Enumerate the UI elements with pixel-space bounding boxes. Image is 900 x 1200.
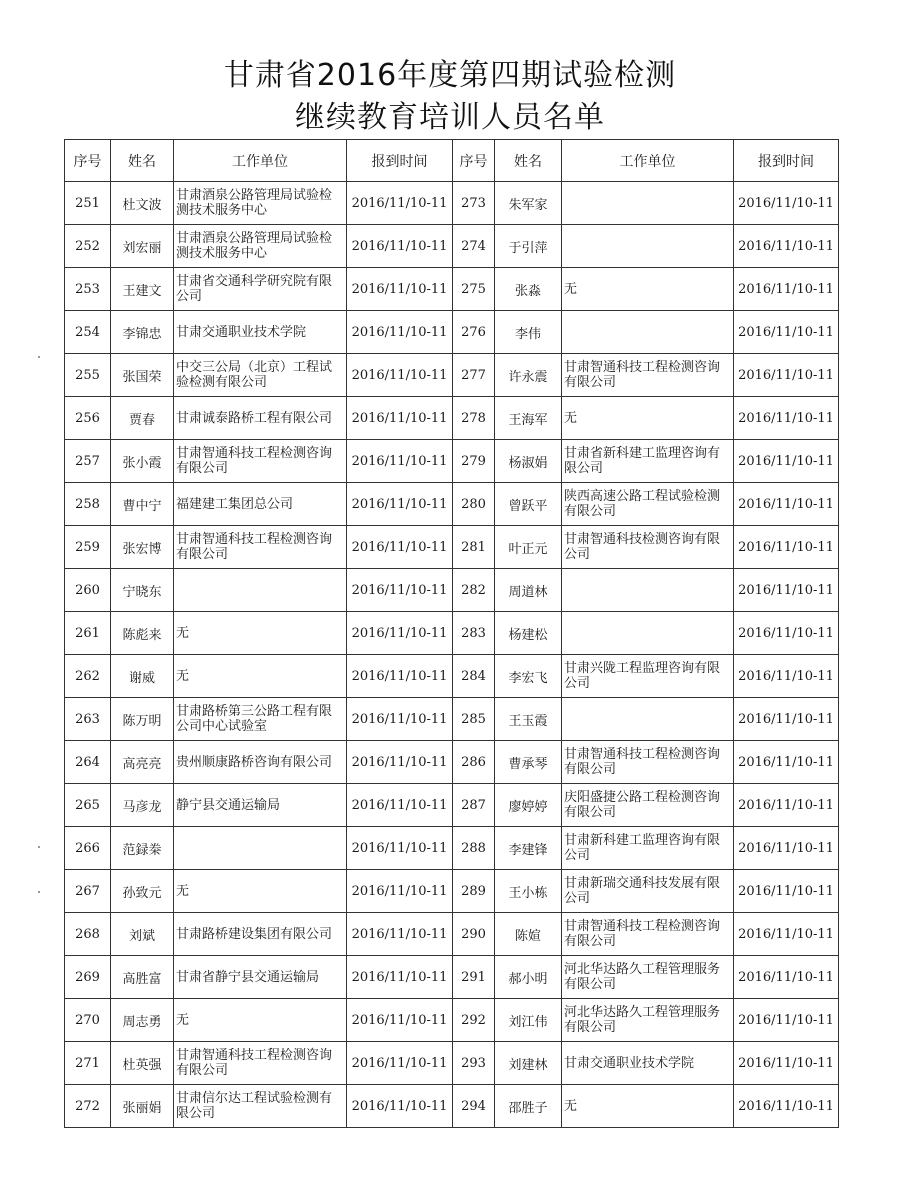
cell-seq: 254 — [65, 311, 111, 354]
cell-date: 2016/11/10-11 — [734, 999, 839, 1042]
cell-unit: 无 — [562, 1085, 734, 1128]
header-seq-left: 序号 — [65, 140, 111, 182]
cell-unit: 甘肃省静宁县交通运输局 — [174, 956, 347, 999]
cell-seq: 286 — [453, 741, 495, 784]
cell-seq: 288 — [453, 827, 495, 870]
cell-unit: 无 — [562, 397, 734, 440]
document-title-line-1: 甘肃省2016年度第四期试验检测 — [223, 58, 677, 93]
cell-name: 周志勇 — [111, 999, 174, 1042]
table-row — [65, 225, 839, 268]
cell-name: 王海军 — [495, 397, 562, 440]
cell-name: 李宏飞 — [495, 655, 562, 698]
cell-seq: 281 — [453, 526, 495, 569]
cell-date: 2016/11/10-11 — [347, 1085, 453, 1128]
cell-name: 李建锋 — [495, 827, 562, 870]
cell-name: 李锦忠 — [111, 311, 174, 354]
cell-seq: 287 — [453, 784, 495, 827]
cell-unit — [562, 698, 734, 741]
table-row — [65, 182, 839, 225]
cell-unit — [174, 569, 347, 612]
cell-name: 杨建松 — [495, 612, 562, 655]
header-unit-right: 工作单位 — [562, 140, 734, 182]
cell-seq: 270 — [65, 999, 111, 1042]
cell-name: 王玉霞 — [495, 698, 562, 741]
cell-date: 2016/11/10-11 — [734, 784, 839, 827]
cell-date: 2016/11/10-11 — [734, 655, 839, 698]
cell-seq: 267 — [65, 870, 111, 913]
cell-unit: 甘肃信尔达工程试验检测有限公司 — [174, 1085, 347, 1128]
cell-unit — [562, 225, 734, 268]
cell-date: 2016/11/10-11 — [734, 913, 839, 956]
cell-seq: 261 — [65, 612, 111, 655]
cell-date: 2016/11/10-11 — [347, 612, 453, 655]
cell-unit: 河北华达路久工程管理服务有限公司 — [562, 999, 734, 1042]
cell-seq: 282 — [453, 569, 495, 612]
cell-unit: 无 — [174, 999, 347, 1042]
cell-date: 2016/11/10-11 — [734, 1085, 839, 1128]
cell-seq: 283 — [453, 612, 495, 655]
table-row — [65, 870, 839, 913]
cell-date: 2016/11/10-11 — [734, 354, 839, 397]
cell-name: 陈万明 — [111, 698, 174, 741]
cell-unit: 甘肃智通科技工程检测咨询有限公司 — [174, 440, 347, 483]
cell-seq: 268 — [65, 913, 111, 956]
cell-unit: 甘肃路桥第三公路工程有限公司中心试验室 — [174, 698, 347, 741]
table-row — [65, 999, 839, 1042]
cell-seq: 289 — [453, 870, 495, 913]
cell-date: 2016/11/10-11 — [734, 311, 839, 354]
cell-seq: 252 — [65, 225, 111, 268]
table-row — [65, 827, 839, 870]
cell-name: 张丽娟 — [111, 1085, 174, 1128]
cell-date: 2016/11/10-11 — [734, 483, 839, 526]
cell-seq: 272 — [65, 1085, 111, 1128]
cell-date: 2016/11/10-11 — [734, 397, 839, 440]
cell-date: 2016/11/10-11 — [347, 182, 453, 225]
cell-unit: 庆阳盛捷公路工程检测咨询有限公司 — [562, 784, 734, 827]
table-row — [65, 483, 839, 526]
cell-seq: 255 — [65, 354, 111, 397]
cell-seq: 290 — [453, 913, 495, 956]
table-row — [65, 1085, 839, 1128]
cell-name: 刘建林 — [495, 1042, 562, 1085]
cell-unit: 贵州顺康路桥咨询有限公司 — [174, 741, 347, 784]
cell-date: 2016/11/10-11 — [734, 956, 839, 999]
cell-seq: 251 — [65, 182, 111, 225]
cell-unit: 中交三公局（北京）工程试验检测有限公司 — [174, 354, 347, 397]
cell-unit: 无 — [562, 268, 734, 311]
cell-date: 2016/11/10-11 — [734, 569, 839, 612]
header-unit-left: 工作单位 — [174, 140, 347, 182]
cell-seq: 277 — [453, 354, 495, 397]
cell-unit: 甘肃省交通科学研究院有限公司 — [174, 268, 347, 311]
cell-seq: 263 — [65, 698, 111, 741]
cell-seq: 256 — [65, 397, 111, 440]
cell-seq: 265 — [65, 784, 111, 827]
document-title-line-2: 继续教育培训人员名单 — [295, 100, 605, 135]
cell-seq: 259 — [65, 526, 111, 569]
cell-name: 张国荣 — [111, 354, 174, 397]
cell-seq: 274 — [453, 225, 495, 268]
cell-seq: 284 — [453, 655, 495, 698]
cell-seq: 257 — [65, 440, 111, 483]
table-row — [65, 913, 839, 956]
cell-unit: 甘肃智通科技工程检测咨询有限公司 — [562, 913, 734, 956]
cell-unit: 甘肃智通科技工程检测咨询有限公司 — [174, 1042, 347, 1085]
cell-unit: 甘肃新科建工监理咨询有限公司 — [562, 827, 734, 870]
cell-unit — [174, 827, 347, 870]
table-row — [65, 311, 839, 354]
cell-name: 曹承琴 — [495, 741, 562, 784]
table-row — [65, 354, 839, 397]
cell-date: 2016/11/10-11 — [347, 311, 453, 354]
cell-name: 许永震 — [495, 354, 562, 397]
cell-unit: 甘肃智通科技工程检测咨询有限公司 — [174, 526, 347, 569]
cell-date: 2016/11/10-11 — [734, 741, 839, 784]
cell-seq: 260 — [65, 569, 111, 612]
cell-date: 2016/11/10-11 — [347, 354, 453, 397]
cell-unit: 甘肃智通科技工程检测咨询有限公司 — [562, 741, 734, 784]
cell-seq: 293 — [453, 1042, 495, 1085]
table-row — [65, 440, 839, 483]
cell-name: 王小栋 — [495, 870, 562, 913]
cell-date: 2016/11/10-11 — [734, 827, 839, 870]
cell-name: 张小霞 — [111, 440, 174, 483]
cell-name: 郝小明 — [495, 956, 562, 999]
cell-date: 2016/11/10-11 — [734, 526, 839, 569]
cell-name: 廖婷婷 — [495, 784, 562, 827]
table-row — [65, 741, 839, 784]
scan-speck — [38, 891, 40, 893]
table-row — [65, 956, 839, 999]
cell-date: 2016/11/10-11 — [347, 870, 453, 913]
table-row — [65, 784, 839, 827]
cell-seq: 253 — [65, 268, 111, 311]
cell-date: 2016/11/10-11 — [347, 1042, 453, 1085]
header-date-left: 报到时间 — [347, 140, 453, 182]
cell-name: 杜英强 — [111, 1042, 174, 1085]
cell-unit: 甘肃酒泉公路管理局试验检测技术服务中心 — [174, 182, 347, 225]
header-seq-right: 序号 — [453, 140, 495, 182]
cell-unit — [562, 182, 734, 225]
cell-name: 王建文 — [111, 268, 174, 311]
cell-name: 宁晓东 — [111, 569, 174, 612]
table-row — [65, 397, 839, 440]
cell-name: 于引萍 — [495, 225, 562, 268]
cell-name: 叶正元 — [495, 526, 562, 569]
cell-date: 2016/11/10-11 — [734, 225, 839, 268]
cell-seq: 271 — [65, 1042, 111, 1085]
cell-name: 高胜富 — [111, 956, 174, 999]
cell-unit: 河北华达路久工程管理服务有限公司 — [562, 956, 734, 999]
cell-seq: 280 — [453, 483, 495, 526]
cell-name: 陈媗 — [495, 913, 562, 956]
table-row — [65, 268, 839, 311]
cell-date: 2016/11/10-11 — [347, 225, 453, 268]
cell-date: 2016/11/10-11 — [734, 440, 839, 483]
cell-name: 杨淑娟 — [495, 440, 562, 483]
header-name-right: 姓名 — [495, 140, 562, 182]
cell-date: 2016/11/10-11 — [347, 268, 453, 311]
cell-name: 范録桊 — [111, 827, 174, 870]
cell-name: 曾跃平 — [495, 483, 562, 526]
cell-unit: 无 — [174, 870, 347, 913]
cell-unit: 无 — [174, 612, 347, 655]
cell-unit: 甘肃兴陇工程监理咨询有限公司 — [562, 655, 734, 698]
cell-name: 张宏博 — [111, 526, 174, 569]
cell-seq: 285 — [453, 698, 495, 741]
cell-name: 曹中宁 — [111, 483, 174, 526]
cell-unit: 无 — [174, 655, 347, 698]
cell-date: 2016/11/10-11 — [347, 741, 453, 784]
cell-unit: 甘肃智通科技工程检测咨询有限公司 — [562, 354, 734, 397]
header-date-right: 报到时间 — [734, 140, 839, 182]
cell-date: 2016/11/10-11 — [347, 397, 453, 440]
cell-date: 2016/11/10-11 — [347, 698, 453, 741]
cell-seq: 275 — [453, 268, 495, 311]
table-row — [65, 655, 839, 698]
cell-date: 2016/11/10-11 — [347, 999, 453, 1042]
cell-seq: 291 — [453, 956, 495, 999]
cell-seq: 294 — [453, 1085, 495, 1128]
cell-unit — [562, 612, 734, 655]
cell-seq: 276 — [453, 311, 495, 354]
cell-date: 2016/11/10-11 — [734, 1042, 839, 1085]
cell-unit: 甘肃省新科建工监理咨询有限公司 — [562, 440, 734, 483]
cell-name: 刘江伟 — [495, 999, 562, 1042]
cell-unit: 甘肃交通职业技术学院 — [562, 1042, 734, 1085]
cell-name: 杜文波 — [111, 182, 174, 225]
cell-seq: 292 — [453, 999, 495, 1042]
cell-date: 2016/11/10-11 — [347, 655, 453, 698]
cell-unit: 甘肃酒泉公路管理局试验检测技术服务中心 — [174, 225, 347, 268]
cell-date: 2016/11/10-11 — [734, 182, 839, 225]
scan-speck — [38, 846, 40, 848]
cell-date: 2016/11/10-11 — [734, 612, 839, 655]
cell-name: 高亮亮 — [111, 741, 174, 784]
cell-date: 2016/11/10-11 — [347, 526, 453, 569]
cell-unit: 甘肃路桥建设集团有限公司 — [174, 913, 347, 956]
table-header-row — [65, 140, 839, 182]
cell-unit: 静宁县交通运输局 — [174, 784, 347, 827]
cell-date: 2016/11/10-11 — [347, 569, 453, 612]
table-row — [65, 569, 839, 612]
table-row — [65, 1042, 839, 1085]
cell-unit: 甘肃交通职业技术学院 — [174, 311, 347, 354]
cell-seq: 264 — [65, 741, 111, 784]
cell-name: 谢威 — [111, 655, 174, 698]
cell-date: 2016/11/10-11 — [347, 483, 453, 526]
cell-date: 2016/11/10-11 — [347, 440, 453, 483]
cell-date: 2016/11/10-11 — [734, 870, 839, 913]
roster-body — [65, 182, 839, 1128]
cell-name: 陈彪来 — [111, 612, 174, 655]
table-row — [65, 526, 839, 569]
cell-unit: 陕西高速公路工程试验检测有限公司 — [562, 483, 734, 526]
cell-name: 马彦龙 — [111, 784, 174, 827]
cell-date: 2016/11/10-11 — [347, 784, 453, 827]
cell-unit: 甘肃诚泰路桥工程有限公司 — [174, 397, 347, 440]
cell-unit — [562, 569, 734, 612]
cell-unit: 福建建工集团总公司 — [174, 483, 347, 526]
cell-date: 2016/11/10-11 — [347, 913, 453, 956]
table-row — [65, 612, 839, 655]
cell-date: 2016/11/10-11 — [734, 268, 839, 311]
cell-seq: 278 — [453, 397, 495, 440]
cell-date: 2016/11/10-11 — [734, 698, 839, 741]
cell-seq: 258 — [65, 483, 111, 526]
cell-name: 朱军家 — [495, 182, 562, 225]
header-name-left: 姓名 — [111, 140, 174, 182]
cell-name: 邵胜子 — [495, 1085, 562, 1128]
cell-seq: 266 — [65, 827, 111, 870]
scan-speck — [38, 356, 40, 358]
cell-seq: 262 — [65, 655, 111, 698]
cell-date: 2016/11/10-11 — [347, 956, 453, 999]
cell-name: 刘斌 — [111, 913, 174, 956]
cell-unit: 甘肃智通科技检测咨询有限公司 — [562, 526, 734, 569]
cell-seq: 269 — [65, 956, 111, 999]
cell-date: 2016/11/10-11 — [347, 827, 453, 870]
cell-unit — [562, 311, 734, 354]
cell-name: 孙致元 — [111, 870, 174, 913]
cell-name: 李伟 — [495, 311, 562, 354]
cell-unit: 甘肃新瑞交通科技发展有限公司 — [562, 870, 734, 913]
cell-name: 贾春 — [111, 397, 174, 440]
cell-seq: 273 — [453, 182, 495, 225]
roster-table — [64, 139, 839, 1128]
cell-name: 刘宏丽 — [111, 225, 174, 268]
cell-name: 周道林 — [495, 569, 562, 612]
cell-name: 张淼 — [495, 268, 562, 311]
cell-seq: 279 — [453, 440, 495, 483]
table-row — [65, 698, 839, 741]
